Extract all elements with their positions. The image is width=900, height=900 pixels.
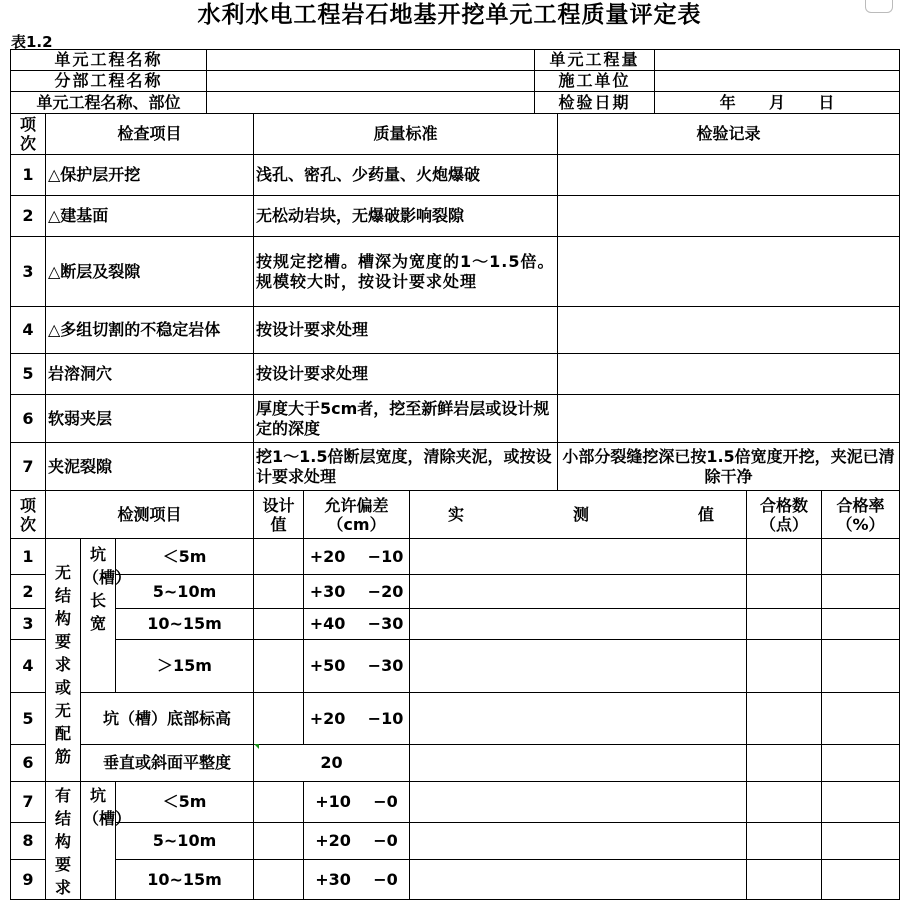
measure-items-table xyxy=(10,490,900,900)
check-col-no: 项次 xyxy=(11,114,46,155)
table-row xyxy=(11,745,900,782)
measure-col-pass-count: 合格数（点） xyxy=(747,491,822,539)
row-no: 3 xyxy=(11,237,46,307)
tol-plus: +20 xyxy=(309,708,346,728)
row-tolerance xyxy=(304,609,410,640)
header-table xyxy=(10,49,900,114)
row-record[interactable] xyxy=(558,196,900,237)
table-row xyxy=(11,782,900,823)
row-no: 6 xyxy=(11,395,46,443)
row-design[interactable] xyxy=(254,822,304,859)
row-pass-count[interactable] xyxy=(747,539,822,575)
row-record[interactable] xyxy=(558,155,900,196)
table-row xyxy=(11,693,900,745)
measure-col-no: 项次 xyxy=(11,491,46,539)
row-pass-count[interactable] xyxy=(747,609,822,640)
table-row xyxy=(11,307,900,354)
measure-col-measured xyxy=(410,491,747,539)
row-tolerance xyxy=(304,575,410,609)
builder-value[interactable] xyxy=(655,71,900,92)
row-pass-rate[interactable] xyxy=(822,609,900,640)
table-row xyxy=(11,640,900,693)
tol-minus: −10 xyxy=(367,708,404,728)
inspect-date-value[interactable]: 年 月 日 xyxy=(655,92,900,114)
tol-plus: +30 xyxy=(315,869,351,889)
unit-part-label: 单元工程名称、部位 xyxy=(11,92,207,114)
unit-qty-value[interactable] xyxy=(655,50,900,71)
row-measured[interactable] xyxy=(410,640,747,693)
tol-minus: −30 xyxy=(367,656,404,675)
row-no: 7 xyxy=(11,782,46,823)
row-standard: 按设计要求处理 xyxy=(254,307,558,354)
row-pass-rate[interactable] xyxy=(822,822,900,859)
row-pass-rate[interactable] xyxy=(822,539,900,575)
row-no: 5 xyxy=(11,693,46,745)
row-no: 1 xyxy=(11,155,46,196)
tol-value: 20 xyxy=(320,753,343,772)
row-sub: 10~15m xyxy=(116,609,254,640)
row-no: 3 xyxy=(11,609,46,640)
table-row xyxy=(11,860,900,900)
division-name-value[interactable] xyxy=(207,71,535,92)
table-row xyxy=(11,609,900,640)
row-item: 夹泥裂隙 xyxy=(46,443,254,491)
row-measured[interactable] xyxy=(410,782,747,823)
unit-name-label: 单元工程名称 xyxy=(11,50,207,71)
row-item: 软弱夹层 xyxy=(46,395,254,443)
row-design[interactable] xyxy=(254,860,304,900)
table-code: 表1.2 xyxy=(11,33,53,51)
row-design[interactable] xyxy=(254,782,304,823)
row-sub: ＜5m xyxy=(116,782,254,823)
tol-plus: +10 xyxy=(315,791,351,811)
row-standard: 无松动岩块，无爆破影响裂隙 xyxy=(254,196,558,237)
group-pit2: 坑（槽） xyxy=(81,782,116,900)
measure-col-pass-rate: 合格率（%） xyxy=(822,491,900,539)
row-item: 岩溶洞穴 xyxy=(46,354,254,395)
row-tolerance xyxy=(254,745,410,782)
group-no-structure: 无结构要求或无配筋 xyxy=(46,539,81,782)
row-record[interactable]: 小部分裂缝挖深已按1.5倍宽度开挖，夹泥已清除干净 xyxy=(558,443,900,491)
group-with-structure: 有结构要求 xyxy=(46,782,81,900)
inspect-date-label: 检验日期 xyxy=(535,92,655,114)
tol-plus: +50 xyxy=(309,656,346,675)
check-col-standard: 质量标准 xyxy=(254,114,558,155)
row-standard: 按设计要求处理 xyxy=(254,354,558,395)
unit-part-value[interactable] xyxy=(207,92,535,114)
check-items-table xyxy=(10,113,900,491)
row-sub: 5~10m xyxy=(116,822,254,859)
page-title: 水利水电工程岩石地基开挖单元工程质量评定表 xyxy=(197,2,702,28)
tol-minus: −0 xyxy=(373,791,398,811)
row-sub: 坑（槽）底部标高 xyxy=(81,693,254,745)
row-tolerance xyxy=(304,640,410,693)
row-standard: 挖1～1.5倍断层宽度，清除夹泥，或按设计要求处理 xyxy=(254,443,558,491)
row-record[interactable] xyxy=(558,395,900,443)
row-pass-count[interactable] xyxy=(747,745,822,782)
row-sub: ＞15m xyxy=(116,640,254,693)
measured-char-1: 实 xyxy=(448,504,465,524)
row-item: △多组切割的不稳定岩体 xyxy=(46,307,254,354)
row-measured[interactable] xyxy=(410,693,747,745)
row-measured[interactable] xyxy=(410,860,747,900)
table-row xyxy=(11,354,900,395)
row-no: 5 xyxy=(11,354,46,395)
row-record[interactable] xyxy=(558,237,900,307)
row-measured[interactable] xyxy=(410,822,747,859)
check-col-item: 检查项目 xyxy=(46,114,254,155)
row-item: △断层及裂隙 xyxy=(46,237,254,307)
row-pass-rate[interactable] xyxy=(822,860,900,900)
row-pass-count[interactable] xyxy=(747,640,822,693)
row-tolerance xyxy=(304,693,410,745)
row-tolerance xyxy=(304,822,410,859)
row-no: 1 xyxy=(11,539,46,575)
cell-comment-marker xyxy=(254,744,259,749)
row-pass-rate[interactable] xyxy=(822,640,900,693)
row-record[interactable] xyxy=(558,307,900,354)
row-item: △保护层开挖 xyxy=(46,155,254,196)
row-tolerance xyxy=(304,860,410,900)
row-sub: 10~15m xyxy=(116,860,254,900)
row-pass-rate[interactable] xyxy=(822,782,900,823)
row-measured[interactable] xyxy=(410,539,747,575)
row-pass-rate[interactable] xyxy=(822,745,900,782)
table-row xyxy=(11,395,900,443)
row-standard: 厚度大于5cm者，挖至新鲜岩层或设计规定的深度 xyxy=(254,395,558,443)
measure-col-item: 检测项目 xyxy=(46,491,254,539)
row-no: 6 xyxy=(11,745,46,782)
row-pass-count[interactable] xyxy=(747,693,822,745)
check-col-record: 检验记录 xyxy=(558,114,900,155)
unit-qty-label: 单元工程量 xyxy=(535,50,655,71)
table-row xyxy=(11,155,900,196)
measure-col-tolerance: 允许偏差（cm） xyxy=(304,491,410,539)
row-design[interactable] xyxy=(254,609,304,640)
tol-plus: +20 xyxy=(309,546,346,566)
tol-minus: −20 xyxy=(367,581,404,601)
tol-plus: +30 xyxy=(309,581,346,601)
row-tolerance xyxy=(304,782,410,823)
row-design[interactable] xyxy=(254,640,304,693)
tol-minus: −10 xyxy=(367,546,404,566)
row-pass-count[interactable] xyxy=(747,575,822,609)
corner-mark xyxy=(865,0,893,13)
group-pit: 坑（槽）长宽 xyxy=(81,539,116,693)
table-row xyxy=(11,539,900,575)
tol-minus: −0 xyxy=(373,869,398,889)
row-sub: ＜5m xyxy=(116,539,254,575)
row-no: 7 xyxy=(11,443,46,491)
row-measured[interactable] xyxy=(410,745,747,782)
row-measured[interactable] xyxy=(410,609,747,640)
row-no: 4 xyxy=(11,640,46,693)
row-no: 2 xyxy=(11,196,46,237)
row-sub: 5~10m xyxy=(116,575,254,609)
row-sub: 垂直或斜面平整度 xyxy=(81,745,254,782)
division-name-label: 分部工程名称 xyxy=(11,71,207,92)
builder-label: 施工单位 xyxy=(535,71,655,92)
row-tolerance xyxy=(304,539,410,575)
table-row xyxy=(11,196,900,237)
row-measured[interactable] xyxy=(410,575,747,609)
row-design[interactable] xyxy=(254,539,304,575)
tol-minus: −30 xyxy=(367,614,404,633)
row-design[interactable] xyxy=(254,575,304,609)
table-row xyxy=(11,443,900,491)
measure-col-design: 设计值 xyxy=(254,491,304,539)
table-row xyxy=(11,237,900,307)
row-pass-rate[interactable] xyxy=(822,693,900,745)
row-design[interactable] xyxy=(254,693,304,745)
table-row xyxy=(11,575,900,609)
tol-minus: −0 xyxy=(373,831,398,851)
row-pass-rate[interactable] xyxy=(822,575,900,609)
row-pass-count[interactable] xyxy=(747,860,822,900)
row-no: 8 xyxy=(11,822,46,859)
table-row xyxy=(11,822,900,859)
row-no: 4 xyxy=(11,307,46,354)
row-pass-count[interactable] xyxy=(747,822,822,859)
row-pass-count[interactable] xyxy=(747,782,822,823)
row-record[interactable] xyxy=(558,354,900,395)
tol-plus: +40 xyxy=(309,614,346,633)
row-no: 2 xyxy=(11,575,46,609)
row-no: 9 xyxy=(11,860,46,900)
tol-plus: +20 xyxy=(315,831,351,851)
measured-char-2: 测 xyxy=(573,504,590,524)
row-standard: 按规定挖槽。槽深为宽度的1～1.5倍。规模较大时，按设计要求处理 xyxy=(254,237,558,307)
row-item: △建基面 xyxy=(46,196,254,237)
row-standard: 浅孔、密孔、少药量、火炮爆破 xyxy=(254,155,558,196)
unit-name-value[interactable] xyxy=(207,50,535,71)
measured-char-3: 值 xyxy=(697,504,714,524)
